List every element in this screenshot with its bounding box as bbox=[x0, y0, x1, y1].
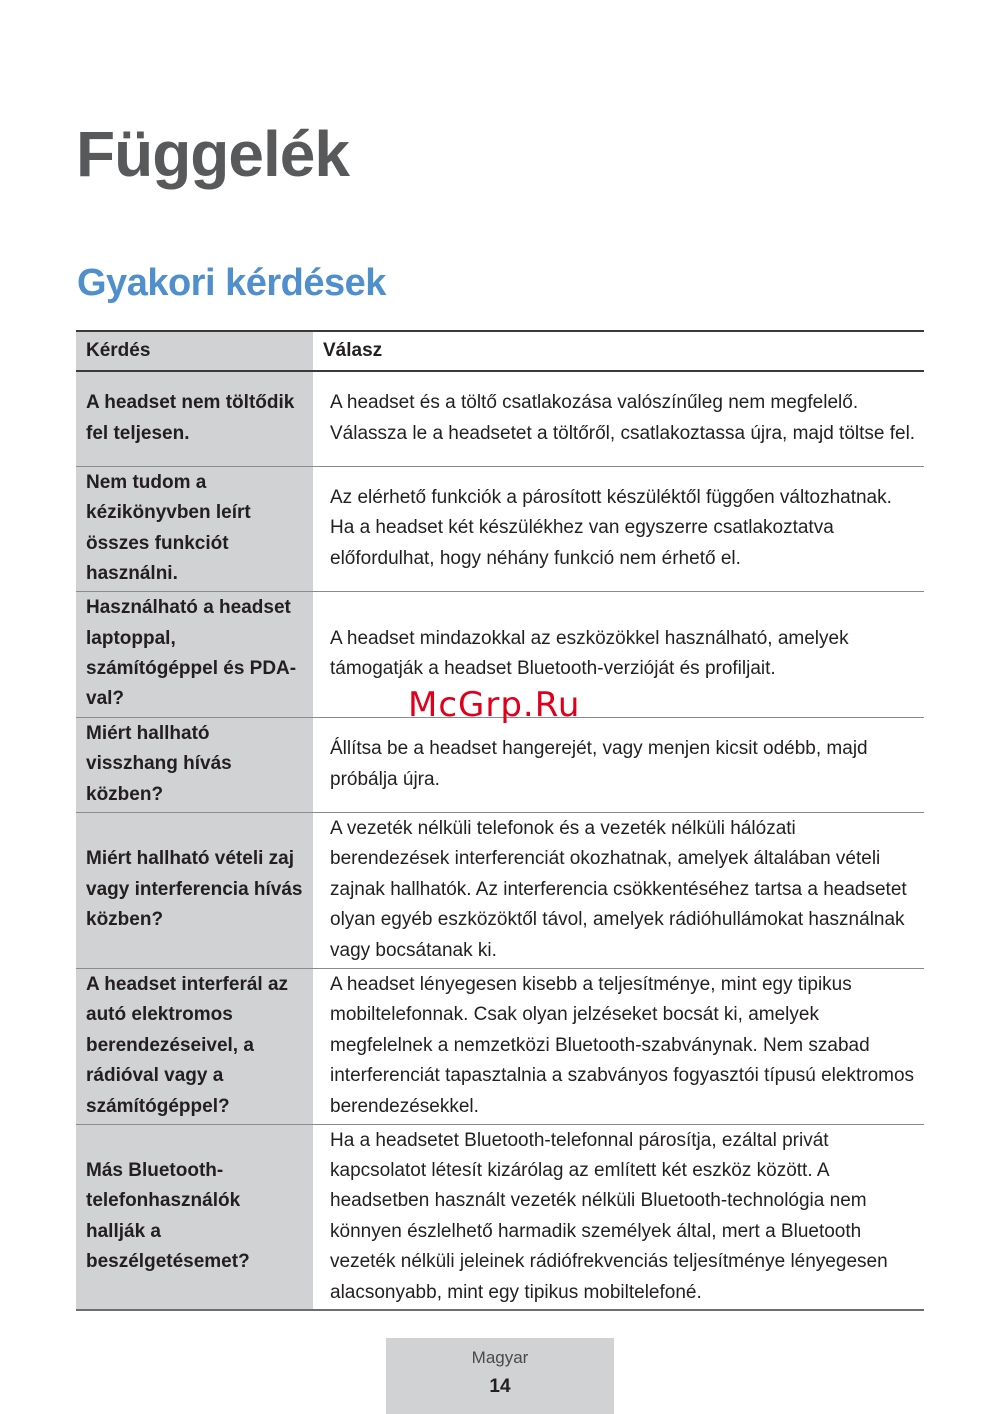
question-cell: Miért hallható visszhang hívás közben? bbox=[76, 717, 313, 812]
question-cell: A headset interferál az autó elektromos berendezéseivel, a rádióval vagy a számítógéppel? bbox=[76, 968, 313, 1124]
page-footer bbox=[386, 1338, 614, 1414]
table-header-row bbox=[76, 331, 924, 371]
answer-cell: A headset lényegesen kisebb a teljesítménye, mint egy tipikus mobiltelefonnak. Csak olyan jelzéseket bocsát ki, amelyek megfelelnek a nemzetközi Bluetooth-szabványnak. Nem szabad interferenciát tapasztalnia a szabványos fogyasztói típusú elektromos berendezésekkel. bbox=[313, 968, 924, 1124]
answer-column-header: Válasz bbox=[313, 331, 924, 371]
question-cell: Nem tudom a kézikönyvben leírt összes funkciót használni. bbox=[76, 466, 313, 591]
question-cell: Miért hallható vételi zaj vagy interferencia hívás közben? bbox=[76, 812, 313, 968]
answer-cell: Állítsa be a headset hangerejét, vagy menjen kicsit odébb, majd próbálja újra. bbox=[313, 717, 924, 812]
answer-cell: Az elérhető funkciók a párosított készüléktől függően változhatnak. Ha a headset két készülékhez van egyszerre csatlakoztatva előfordulhat, hogy néhány funkció nem érhető el. bbox=[313, 466, 924, 591]
answer-cell: A headset mindazokkal az eszközökkel használható, amelyek támogatják a headset Bluetooth-verzióját és profiljait. bbox=[313, 591, 924, 717]
table-row bbox=[76, 466, 924, 591]
faq-table bbox=[76, 330, 924, 1311]
question-cell: Használható a headset laptoppal, számítógéppel és PDA-val? bbox=[76, 591, 313, 717]
answer-cell: Ha a headsetet Bluetooth-telefonnal párosítja, ezáltal privát kapcsolatot létesít kizárólag az említett két eszköz között. A headsetben használt vezeték nélküli Bluetooth-technológia nem könnyen észlelhető harmadik személyek által, mert a Bluetooth vezeték nélküli jeleinek rádiófrekvenciás teljesítménye lényegesen alacsonyabb, mint egy tipikus mobiltelefoné. bbox=[330, 1129, 888, 1303]
table-row bbox=[76, 371, 924, 466]
page-number: 14 bbox=[489, 1376, 511, 1397]
question-cell: A headset nem töltődik fel teljesen. bbox=[76, 371, 313, 466]
answer-cell: A headset és a töltő csatlakozása valószínűleg nem megfelelő. Válassza le a headsetet a töltőről, csatlakoztassa újra, majd töltse fel. bbox=[313, 371, 924, 466]
footer-language: Magyar bbox=[471, 1348, 529, 1367]
table-row bbox=[76, 717, 924, 812]
section-title: Gyakori kérdések bbox=[77, 262, 386, 304]
page-title: Függelék bbox=[76, 118, 349, 190]
question-cell: Más Bluetooth-telefonhasználók hallják a beszélgetésemet? bbox=[76, 1124, 313, 1310]
question-column-header: Kérdés bbox=[76, 331, 313, 371]
watermark: McGrp.Ru bbox=[408, 685, 581, 725]
table-row bbox=[76, 812, 924, 968]
answer-cell: A vezeték nélküli telefonok és a vezeték nélküli hálózati berendezések interferenciát okozhatnak, amelyek általában vételi zajnak hallhatók. Az interferencia csökkentéséhez tartsa a headsetet olyan egyéb eszközöktől távol, amelyek rádióhullámokat használnak vagy bocsátanak ki. bbox=[313, 812, 924, 968]
table-row bbox=[76, 968, 924, 1124]
table-row bbox=[76, 1124, 924, 1310]
